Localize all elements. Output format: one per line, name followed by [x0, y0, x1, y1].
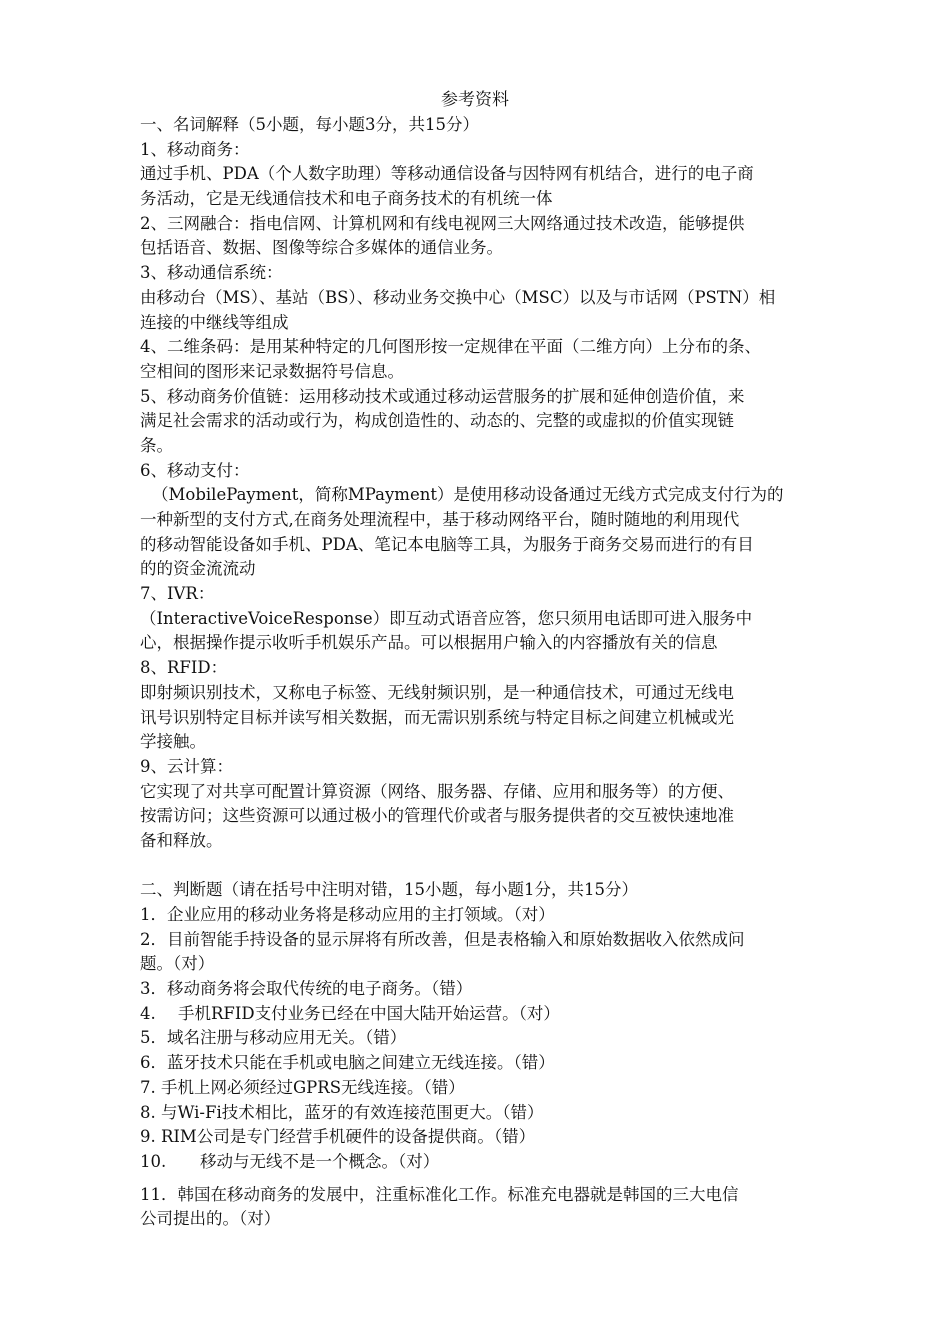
definition-1-line-2: 务活动，它是无线通信技术和电子商务技术的有机统一体 — [140, 189, 553, 209]
definition-6-line-1: （MobilePayment，简称MPayment）是使用移动设备通过无线方式完成支付行为的 — [152, 485, 784, 505]
definition-8-line-1: 即射频识别技术，又称电子标签、无线射频识别，是一种通信技术，可通过无线电 — [140, 682, 734, 702]
question-4 — [140, 1002, 855, 1027]
question-7: 7. 手机上网必须经过GPRS无线连接。（错） — [140, 1077, 465, 1097]
question-10-number: 10. — [140, 1151, 167, 1171]
document-title: 参考资料 — [441, 90, 509, 110]
definition-5-line-1: 5、移动商务价值链：运用移动技术或通过移动运营服务的扩展和延伸创造价值，来 — [140, 386, 745, 406]
definition-3-line-1: 由移动台（MS）、基站（BS）、移动业务交换中心（MSC）以及与市话网（PSTN）相 — [140, 287, 776, 307]
document-body — [140, 113, 855, 1232]
definition-6-line-4: 的的资金流流动 — [140, 559, 256, 579]
term-1: 1、移动商务： — [140, 139, 250, 159]
definition-1-line-1: 通过手机、PDA（个人数字助理）等移动通信设备与因特网有机结合，进行的电子商 — [140, 164, 754, 184]
definition-4-line-2: 空相间的图形来记录数据符号信息。 — [140, 361, 404, 381]
question-4-number: 4. — [140, 1003, 156, 1023]
question-10-text: 移动与无线不是一个概念。（对） — [200, 1151, 440, 1171]
definition-5-line-2: 满足社会需求的活动或行为，构成创造性的、动态的、完整的或虚拟的价值实现链 — [140, 411, 734, 431]
question-4-text: 手机RFID支付业务已经在中国大陆开始运营。（对） — [178, 1003, 560, 1023]
question-11-line-2: 公司提出的。（对） — [140, 1209, 281, 1229]
question-2-line-2: 题。（对） — [140, 954, 215, 974]
definition-9-line-1: 它实现了对共享可配置计算资源（网络、服务器、存储、应用和服务等）的方便、 — [140, 781, 734, 801]
question-2-line-1: 2．目前智能手持设备的显示屏将有所改善，但是表格输入和原始数据收入依然成问 — [140, 929, 745, 949]
term-7: 7、IVR： — [140, 584, 215, 604]
definition-6-line-3: 的移动智能设备如手机、PDA、笔记本电脑等工具，为服务于商务交易而进行的有目 — [140, 534, 754, 554]
definition-2-line-2: 包括语音、数据、图像等综合多媒体的通信业务。 — [140, 238, 503, 258]
term-8: 8、RFID： — [140, 658, 228, 678]
term-3: 3、移动通信系统： — [140, 263, 283, 283]
definition-7-line-1: （InteractiveVoiceResponse）即互动式语音应答，您只须用电话即可进入服务中 — [140, 608, 753, 628]
definition-5-line-3: 条。 — [140, 435, 173, 455]
question-3: 3．移动商务将会取代传统的电子商务。（错） — [140, 979, 473, 999]
definition-3-line-2: 连接的中继线等组成 — [140, 312, 289, 332]
term-9: 9、云计算： — [140, 756, 233, 776]
definition-8-line-3: 学接触。 — [140, 732, 206, 752]
question-1: 1．企业应用的移动业务将是移动应用的主打领域。（对） — [140, 905, 555, 924]
question-6: 6．蓝牙技术只能在手机或电脑之间建立无线连接。（错） — [140, 1053, 555, 1073]
question-9: 9. RIM公司是专门经营手机硬件的设备提供商。（错） — [140, 1127, 536, 1147]
question-5: 5．域名注册与移动应用无关。（错） — [140, 1028, 407, 1048]
question-11-line-1: 11．韩国在移动商务的发展中，注重标准化工作。标准充电器就是韩国的三大电信 — [140, 1184, 739, 1204]
definition-9-line-2: 按需访问；这些资源可以通过极小的管理代价或者与服务提供者的交互被快速地准 — [140, 806, 734, 826]
question-10 — [140, 1150, 855, 1175]
question-spacer — [140, 1175, 855, 1183]
definition-9-line-3: 备和释放。 — [140, 830, 223, 850]
section2-heading: 二、判断题（请在括号中注明对错，15小题，每小题1分，共15分） — [140, 880, 638, 900]
definition-2-line-1: 2、三网融合：指电信网、计算机网和有线电视网三大网络通过技术改造，能够提供 — [140, 213, 745, 233]
term-6: 6、移动支付： — [140, 460, 250, 480]
definition-4-line-1: 4、二维条码：是用某种特定的几何图形按一定规律在平面（二维方向）上分布的条、 — [140, 337, 761, 357]
section1-heading: 一、名词解释（5小题，每小题3分，共15分） — [140, 115, 479, 134]
definition-7-line-2: 心，根据操作提示收听手机娱乐产品。可以根据用户输入的内容播放有关的信息 — [140, 633, 718, 653]
section-spacer — [140, 854, 855, 879]
question-8: 8. 与Wi-Fi技术相比，蓝牙的有效连接范围更大。（错） — [140, 1102, 544, 1122]
definition-8-line-2: 讯号识别特定目标并读写相关数据，而无需识别系统与特定目标之间建立机械或光 — [140, 707, 734, 727]
definition-6-line-2: 一种新型的支付方式,在商务处理流程中，基于移动网络平台，随时随地的利用现代 — [140, 510, 740, 529]
